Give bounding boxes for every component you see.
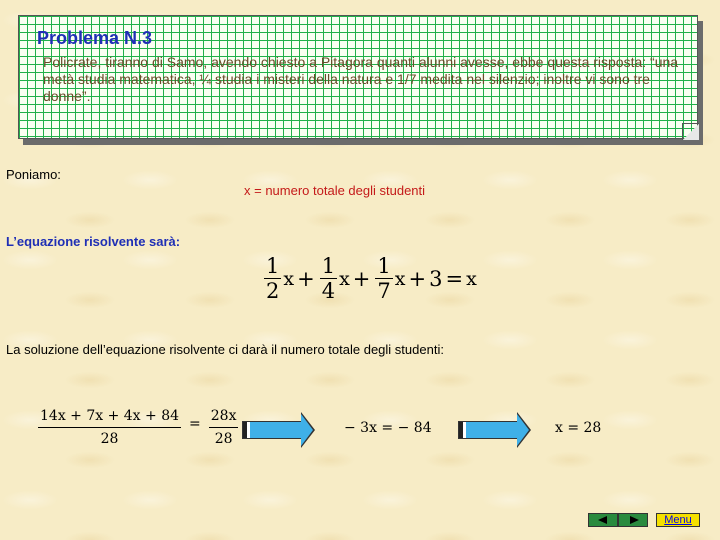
step1-lhs-denominator: 28 (100, 431, 119, 447)
variable-x: x (339, 267, 350, 290)
problem-statement: Policrate, tiranno di Samo, avendo chiesto a Pitagora quanti alunni avesse, ebbe questa risposta: “una metà studia matematica, ¼ studia i misteri della natura e 1/7 medita nel silenzio; inoltre vi sono tre donne”. (43, 54, 679, 104)
step1-equals: = (189, 416, 201, 432)
slide-navigation (588, 513, 700, 527)
equation-rhs: x (466, 267, 477, 290)
fraction-one-half: $\frac{1}{2}$ (266, 254, 280, 303)
page-curl-corner (682, 123, 699, 140)
variable-definition: x = numero totale degli studenti (244, 183, 426, 198)
variable-x: x (283, 267, 295, 290)
right-arrow-icon (458, 421, 518, 439)
step1-rhs-numerator: 28x (209, 408, 239, 428)
equals-sign: = (445, 266, 464, 291)
constant-term: 3 (429, 266, 443, 291)
solution-step-2: − 3x = − 84 (344, 420, 432, 436)
menu-button[interactable]: Menu (656, 513, 700, 527)
fraction-one-seventh: $\frac{1}{7}$ (377, 254, 391, 303)
step1-rhs-denominator: 28 (214, 431, 233, 447)
plus-sign: + (297, 266, 315, 291)
problem-box (18, 15, 698, 139)
fraction-one-quarter: $\frac{1}{4}$ (321, 254, 336, 303)
setup-intro: Poniamo: (6, 167, 61, 182)
main-equation (262, 254, 477, 303)
plus-sign: + (408, 266, 427, 291)
solution-step-3: x = 28 (555, 420, 602, 436)
solution-text: La soluzione dell’equazione risolvente ci darà il numero totale degli studenti: (6, 342, 444, 357)
previous-slide-button[interactable] (588, 513, 618, 527)
plus-sign: + (352, 266, 371, 291)
variable-x: x (394, 267, 406, 290)
next-slide-button[interactable] (618, 513, 648, 527)
solution-step-1 (38, 408, 238, 447)
equation-label: L’equazione risolvente sarà: (6, 234, 181, 249)
right-arrow-icon (242, 421, 302, 439)
step1-lhs-numerator: 14x + 7x + 4x + 84 (38, 408, 181, 428)
problem-title: Problema N.3 (37, 28, 153, 48)
